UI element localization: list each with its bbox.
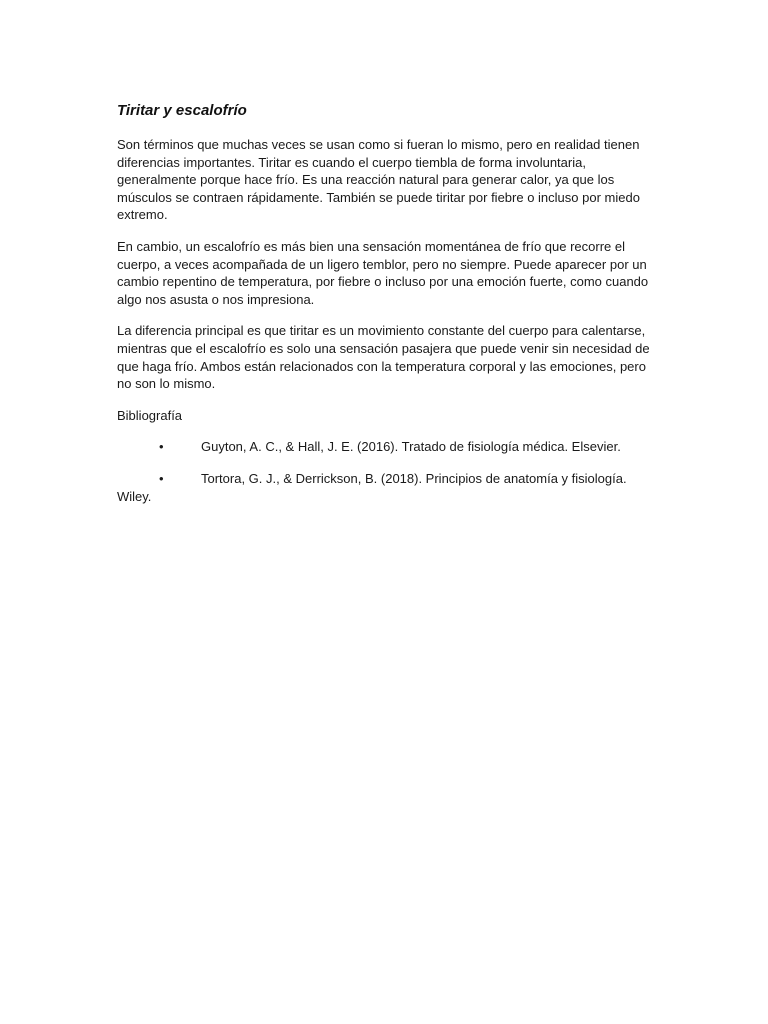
document-title: Tiritar y escalofrío (117, 102, 247, 119)
bibliography-heading: Bibliografía (117, 407, 183, 423)
paragraph-escalofrio: En cambio, un escalofrío es más bien una sensación momentánea de frío que recorre el cuerpo, a veces acompañada de un ligero temblor, pero no siempre. Puede aparecer por un cambio repentino de temperatura, por fiebre o incluso por una emoción fuerte, como cuando algo nos asusta o nos impresiona. (117, 238, 649, 307)
paragraph-diferencia: La diferencia principal es que tiritar es un movimiento constante del cuerpo para calentarse, mientras que el escalofrío es solo una sensación pasajera que puede venir sin necesidad de que haga frío. Ambos están relacionados con la temperatura corporal y las emociones, pero no son lo mismo. (117, 323, 650, 392)
bibliography-list (117, 438, 657, 505)
paragraph-tiritar: Son términos que muchas veces se usan como si fueran lo mismo, pero en realidad tienen diferencias importantes. Tiritar es cuando el cuerpo tiembla de forma involuntaria, generalmente porque hace frío. Es una reacción natural para generar calor, ya que los músculos se contraen rápidamente. También se puede tiritar por fiebre o incluso por miedo extremo. (117, 137, 640, 223)
bibliography-entry-text: Tortora, G. J., & Derrickson, B. (2018). Principios de anatomía y fisiología. Wiley. (117, 470, 627, 504)
bibliography-item (117, 470, 657, 505)
document-body (117, 100, 657, 519)
bibliography-item (117, 438, 657, 456)
bullet-icon: • (159, 439, 164, 455)
bibliography-entry-text: Guyton, A. C., & Hall, J. E. (2016). Tratado de fisiología médica. Elsevier. (201, 439, 621, 455)
bullet-icon: • (159, 470, 164, 486)
